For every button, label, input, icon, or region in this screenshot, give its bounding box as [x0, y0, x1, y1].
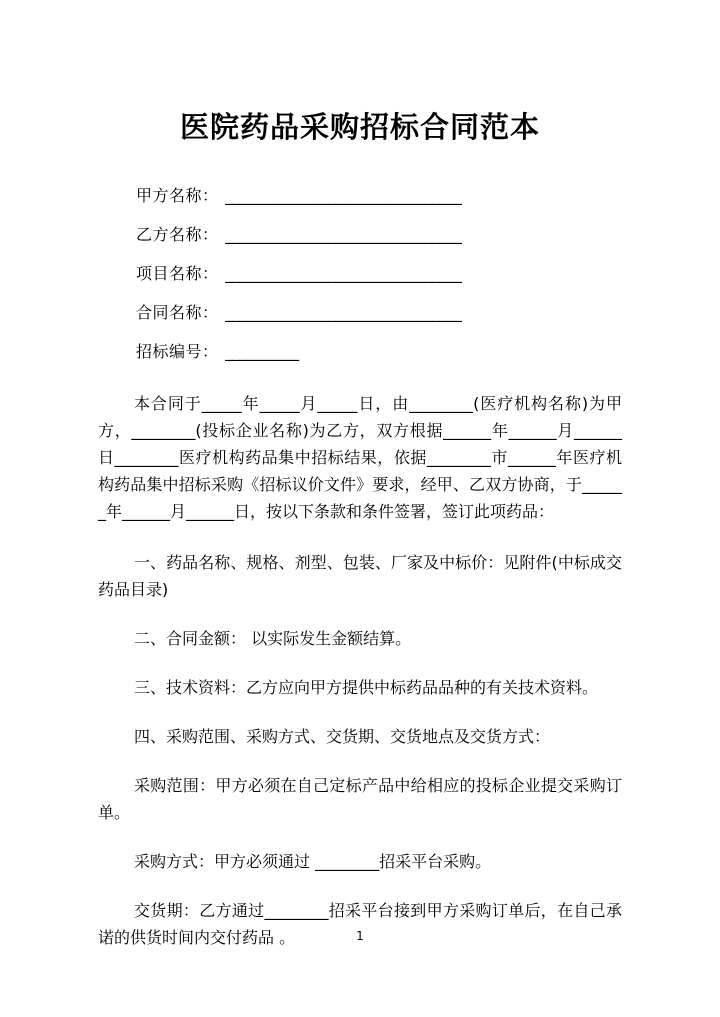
field-label-contract-name: 合同名称： [136, 303, 219, 322]
field-blank-party-b[interactable]: ________________________________ [224, 225, 462, 244]
field-label-project-name: 项目名称： [136, 264, 219, 283]
field-blank-contract-name[interactable]: ________________________________ [224, 303, 462, 322]
document-body [98, 186, 622, 959]
paragraph-preamble: 本合同于_____年_____月_____日，由________(医疗机构名称)为甲方，________(投标企业名称)为乙方，双方根据______年______月______日________医疗机构药品集中招标结果，依据________市______年医疗机构药品集中招标采购《招标议价文件》要求，经甲、乙双方协商，于______年______月______日，按以下条款和条件签署，签订此项药品： [98, 394, 622, 521]
spacer [98, 535, 622, 549]
spacer [98, 758, 622, 772]
page-title: 医院药品采购招标合同范本 [179, 110, 540, 145]
clause-2-contract-amount: 二、合同金额： 以实际发生金额结算。 [134, 629, 412, 648]
spacer [98, 660, 622, 674]
field-blank-tender-number[interactable]: __________ [224, 342, 299, 361]
field-label-party-a: 甲方名称： [136, 186, 219, 205]
field-row-contract-name [98, 303, 622, 323]
spacer [98, 381, 622, 390]
field-row-party-a [98, 186, 622, 206]
clause-4-procurement: 四、采购范围、采购方式、交货期、交货地点及交货方式： [134, 727, 551, 746]
spacer [98, 611, 622, 625]
field-label-tender-number: 招标编号： [136, 342, 219, 361]
clause-4-scope: 采购范围：甲方必须在自己定标产品中给相应的投标企业提交采购订单。 [98, 776, 622, 822]
clause-4-delivery: 交货期：乙方通过________招采平台接到甲方采购订单后，在自己承诺的供货时间内交付药品 。 [98, 901, 622, 947]
field-row-party-b [98, 225, 622, 245]
spacer [98, 709, 622, 723]
field-blank-party-a[interactable]: ________________________________ [224, 186, 462, 205]
field-blank-project-name[interactable]: ________________________________ [224, 264, 462, 283]
page-number: 1 [356, 929, 364, 943]
spacer [98, 883, 622, 897]
field-row-project-name [98, 264, 622, 284]
clause-3-technical-materials: 三、技术资料：乙方应向甲方提供中标药品品种的有关技术资料。 [134, 678, 599, 697]
spacer [98, 834, 622, 848]
field-label-party-b: 乙方名称： [136, 225, 219, 244]
clause-1-products: 一、药品名称、规格、剂型、包装、厂家及中标价：见附件(中标成交药品目录) [98, 553, 622, 599]
clause-4-method: 采购方式：甲方必须通过 ________招采平台采购。 [134, 852, 492, 871]
field-row-tender-number [98, 342, 622, 362]
